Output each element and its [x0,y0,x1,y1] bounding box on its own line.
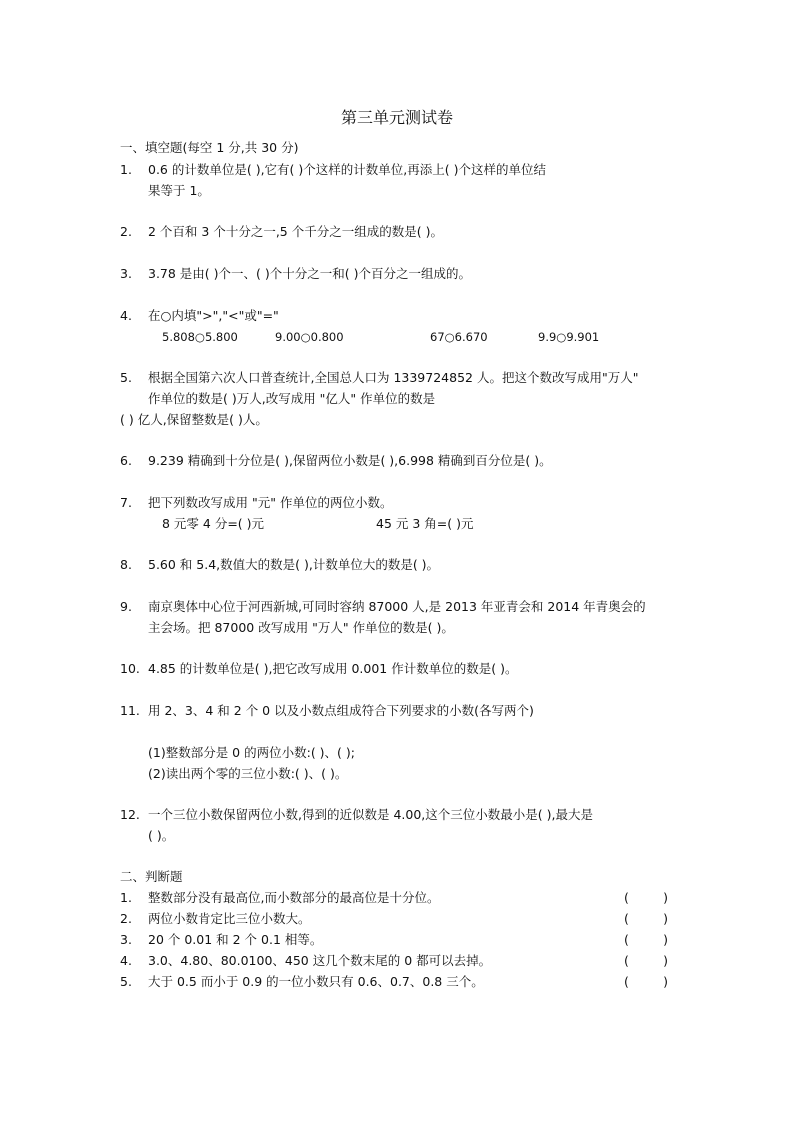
question-number: 2. [120,224,132,239]
question-text: 2 个百和 3 个十分之一,5 个千分之一组成的数是( )。 [148,224,443,239]
question-number: 9. [120,599,132,614]
question-text: ( )。 [148,828,175,843]
answer-parentheses[interactable] [624,932,668,948]
question-text: 5.60 和 5.4,数值大的数是( ),计数单位大的数是( )。 [148,557,440,572]
question-text: 把下列数改写成用 "元" 作单位的两位小数。 [148,495,393,510]
question-text: 4.85 的计数单位是( ),把它改写成用 0.001 作计数单位的数是( )。 [148,661,518,676]
question-number: 11. [120,703,140,718]
conversion-item: 8 元零 4 分=( )元 [162,516,265,531]
compare-pair: 67○6.670 [430,330,488,344]
paren-close: ) [663,911,668,926]
question-number: 5. [120,370,132,385]
question-text: 作单位的数是( )万人,改写成用 "亿人" 作单位的数是 [148,391,436,406]
question-number: 10. [120,661,140,676]
question-text: 果等于 1。 [148,183,210,198]
section-heading-fill-blank: 一、填空题(每空 1 分,共 30 分) [120,140,299,155]
tf-statement: 3.0、4.80、80.0100、450 这几个数末尾的 0 都可以去掉。 [148,953,492,968]
question-text: 3.78 是由( )个一、( )个十分之一和( )个百分之一组成的。 [148,266,471,281]
answer-parentheses[interactable] [624,953,668,969]
tf-statement: 两位小数肯定比三位小数大。 [148,911,311,926]
paren-close: ) [663,953,668,968]
tf-number: 3. [120,932,132,947]
paren-close: ) [663,974,668,989]
tf-number: 2. [120,911,132,926]
paren-open: ( [624,932,629,947]
answer-parentheses[interactable] [624,911,668,927]
question-text: 主会场。把 87000 改写成用 "万人" 作单位的数是( )。 [148,620,454,635]
question-text: ( ) 亿人,保留整数是( )人。 [120,412,268,427]
compare-pair: 9.00○0.800 [275,330,344,344]
question-number: 6. [120,453,132,468]
answer-parentheses[interactable] [624,890,668,906]
question-text: 在○内填">","<"或"=" [148,308,279,323]
paren-open: ( [624,953,629,968]
sub-question: (2)读出两个零的三位小数:( )、( )。 [148,766,348,781]
sub-question: (1)整数部分是 0 的两位小数:( )、( ); [148,745,355,760]
question-text: 南京奥体中心位于河西新城,可同时容纳 87000 人,是 2013 年亚青会和 2014 年青奥会的 [148,599,646,614]
paren-close: ) [663,890,668,905]
section-heading-true-false: 二、判断题 [120,869,183,884]
conversion-item: 45 元 3 角=( )元 [376,516,474,531]
tf-number: 4. [120,953,132,968]
tf-number: 1. [120,890,132,905]
question-text: 根据全国第六次人口普查统计,全国总人口为 1339724852 人。把这个数改写成用"万人" [148,370,639,385]
question-text: 0.6 的计数单位是( ),它有( )个这样的计数单位,再添上( )个这样的单位结 [148,162,546,177]
paren-close: ) [663,932,668,947]
question-text: 一个三位小数保留两位小数,得到的近似数是 4.00,这个三位小数最小是( ),最大是 [148,807,593,822]
compare-pair: 5.808○5.800 [162,330,238,344]
compare-pair: 9.9○9.901 [538,330,600,344]
question-number: 8. [120,557,132,572]
question-number: 4. [120,308,132,323]
answer-parentheses[interactable] [624,974,668,990]
paren-open: ( [624,890,629,905]
question-number: 12. [120,807,140,822]
paren-open: ( [624,974,629,989]
question-text: 9.239 精确到十分位是( ),保留两位小数是( ),6.998 精确到百分位是( )。 [148,453,552,468]
tf-statement: 整数部分没有最高位,而小数部分的最高位是十分位。 [148,890,440,905]
question-number: 1. [120,162,132,177]
question-text: 用 2、3、4 和 2 个 0 以及小数点组成符合下列要求的小数(各写两个) [148,703,534,718]
question-number: 7. [120,495,132,510]
tf-statement: 大于 0.5 而小于 0.9 的一位小数只有 0.6、0.7、0.8 三个。 [148,974,484,989]
tf-number: 5. [120,974,132,989]
paren-open: ( [624,911,629,926]
question-number: 3. [120,266,132,281]
tf-statement: 20 个 0.01 和 2 个 0.1 相等。 [148,932,323,947]
page-title: 第三单元测试卷 [340,108,453,127]
